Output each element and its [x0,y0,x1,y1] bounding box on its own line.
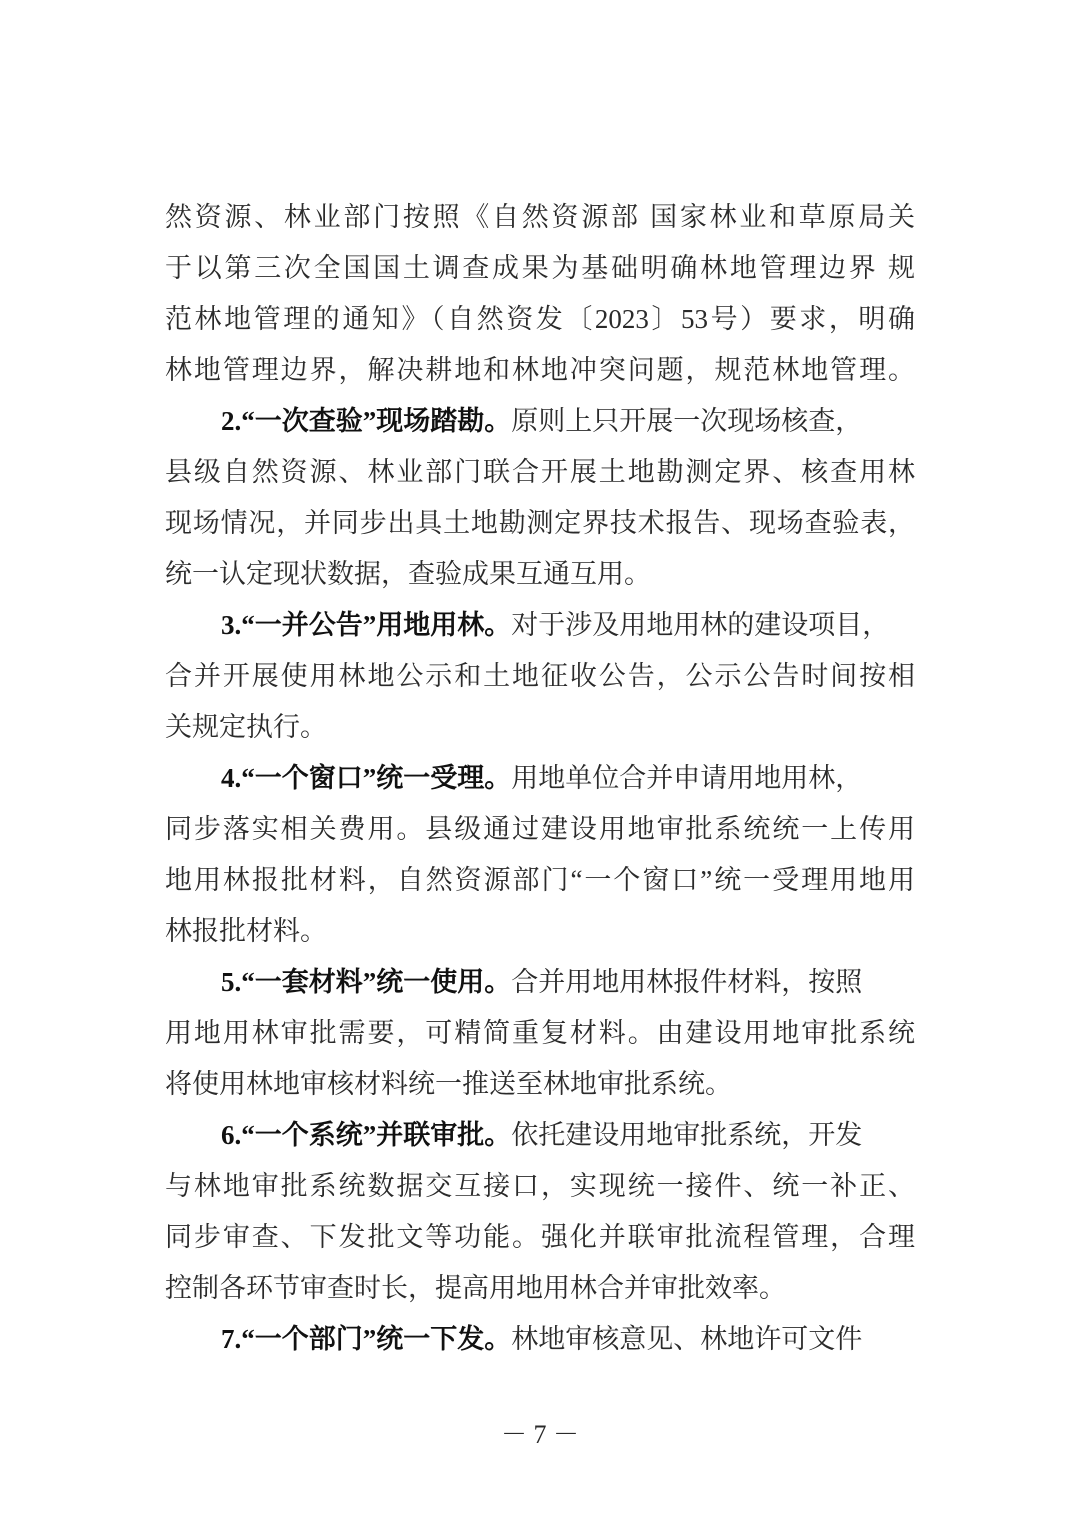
text-line: 控制各环节审查时长，提高用地用林合并审批效率。 [165,1273,786,1303]
section-heading-line [165,1110,915,1161]
section-text: 依托建设用地审批系统，开发 [511,1120,863,1150]
section-text: 对于涉及用地用林的建设项目， [511,610,890,640]
page-number: － 7 － [500,1420,579,1449]
text-line: 地用林报批材料，自然资源部门“一个窗口”统一受理用地用 [165,865,915,895]
section-text: 原则上只开展一次现场核查， [511,406,863,436]
section-heading-line [165,1314,915,1365]
section-heading: 7.“一个部门”统一下发。 [221,1324,512,1354]
text-line: 于以第三次全国国土调查成果为基础明确林地管理边界 规 [165,253,915,283]
section-heading-line [165,957,915,1008]
text-line: 统一认定现状数据，查验成果互通互用。 [165,559,651,589]
section-heading-line [165,753,915,804]
text-line: 关规定执行。 [165,712,327,742]
text-line: 然资源、林业部门按照《自然资源部 国家林业和草原局关 [165,202,915,232]
text-line: 将使用林地审核材料统一推送至林地审批系统。 [165,1069,732,1099]
text-line: 林地管理边界，解决耕地和林地冲突问题，规范林地管理。 [165,355,915,385]
section-heading: 5.“一套材料”统一使用。 [221,967,512,997]
text-line: 林报批材料。 [165,916,327,946]
text-line: 用地用林审批需要，可精简重复材料。由建设用地审批系统 [165,1018,915,1048]
text-line: 范林地管理的通知》（自然资发〔2023〕53号）要求，明确 [165,304,915,334]
text-line: 同步落实相关费用。县级通过建设用地审批系统统一上传用 [165,814,915,844]
section-heading: 4.“一个窗口”统一受理。 [221,763,512,793]
text-line: 同步审查、下发批文等功能。强化并联审批流程管理，合理 [165,1222,915,1252]
section-heading: 3.“一并公告”用地用林。 [221,610,512,640]
text-line: 县级自然资源、林业部门联合开展土地勘测定界、核查用林 [165,457,915,487]
section-heading-line [165,396,915,447]
section-heading-line [165,600,915,651]
text-line: 合并开展使用林地公示和土地征收公告，公示公告时间按相 [165,661,915,691]
document-body [165,192,915,1365]
section-heading: 2.“一次查验”现场踏勘。 [221,406,512,436]
text-line: 现场情况，并同步出具土地勘测定界技术报告、现场查验表， [165,508,915,538]
section-text: 林地审核意见、林地许可文件 [511,1324,863,1354]
text-line: 与林地审批系统数据交互接口，实现统一接件、统一补正、 [165,1171,915,1201]
section-text: 用地单位合并申请用地用林， [511,763,863,793]
section-heading: 6.“一个系统”并联审批。 [221,1120,512,1150]
section-text: 合并用地用林报件材料，按照 [511,967,863,997]
